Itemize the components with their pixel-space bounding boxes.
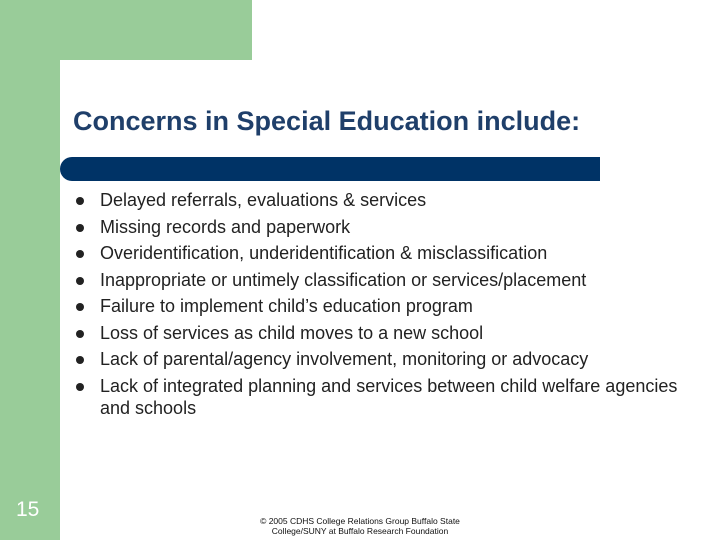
bullet-dot-icon	[76, 356, 84, 364]
bullet-item	[74, 242, 694, 264]
bullet-item	[74, 189, 694, 211]
bullet-text: Lack of integrated planning and services between child welfare agencies and schools	[100, 375, 678, 418]
bullet-text: Missing records and paperwork	[100, 216, 351, 237]
bullet-item	[74, 269, 694, 291]
bullet-text: Failure to implement child’s education program	[100, 296, 473, 316]
footer-copyright	[200, 516, 520, 536]
bullet-text: Overidentification, underidentification & misclassification	[100, 243, 548, 263]
bullet-item	[74, 348, 694, 370]
bullet-text: Lack of parental/agency involvement, monitoring or advocacy	[100, 349, 589, 369]
bullet-dot-icon	[76, 197, 84, 205]
title-underline-bar	[60, 157, 600, 181]
bullet-text: Loss of services as child moves to a new school	[100, 322, 484, 343]
footer-line-2: College/SUNY at Buffalo Research Foundation	[271, 526, 449, 536]
bullet-dot-icon	[76, 330, 84, 338]
bullet-dot-icon	[76, 250, 84, 258]
page-number: 15	[16, 498, 40, 521]
decorative-frame-left	[0, 0, 60, 540]
bullet-item	[74, 375, 694, 419]
bullet-text: Delayed referrals, evaluations & services	[100, 190, 427, 210]
bullet-dot-icon	[76, 277, 84, 285]
bullet-item	[74, 295, 694, 317]
footer-line-1: © 2005 CDHS College Relations Group Buffalo State	[260, 516, 460, 526]
bullet-text: Inappropriate or untimely classification or services/placement	[100, 269, 587, 290]
bullet-list	[74, 189, 694, 423]
bullet-dot-icon	[76, 224, 84, 232]
bullet-dot-icon	[76, 383, 84, 391]
decorative-frame-top	[0, 0, 252, 60]
bullet-dot-icon	[76, 303, 84, 311]
slide-title: Concerns in Special Education include:	[73, 106, 581, 136]
bullet-item	[74, 322, 694, 344]
bullet-item	[74, 216, 694, 238]
